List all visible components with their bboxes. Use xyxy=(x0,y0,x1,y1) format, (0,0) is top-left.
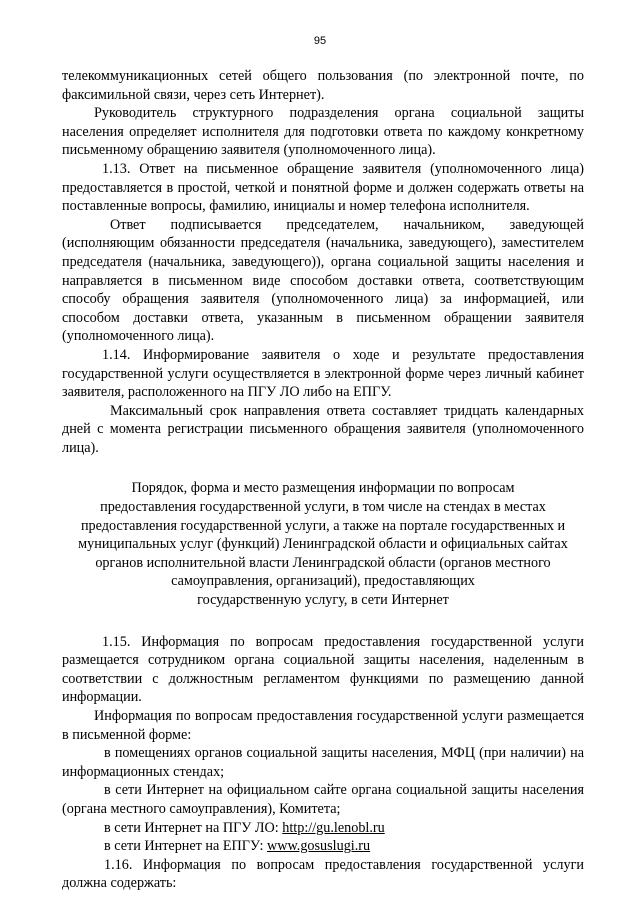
heading-line: муниципальных услуг (функций) Ленинградской области и официальных сайтах xyxy=(78,536,568,553)
pgu-prefix: в сети Интернет на ПГУ ЛО: xyxy=(104,819,283,836)
document-body xyxy=(62,67,584,893)
paragraph-telecom: телекоммуникационных сетей общего пользования (по электронной почте, по факсимильной связи, через сеть Интернет). xyxy=(62,68,584,103)
heading-line: самоуправления, организаций), предоставляющих xyxy=(171,573,475,590)
paragraph-pgu xyxy=(62,819,584,838)
pgu-link[interactable]: http://gu.lenobl.ru xyxy=(282,819,385,836)
paragraph-epgu xyxy=(62,837,584,856)
paragraph-official-site: в сети Интернет на официальном сайте органа социальной защиты населения (органа местного самоуправления), Комитета; xyxy=(62,782,584,817)
epgu-prefix: в сети Интернет на ЕПГУ: xyxy=(104,838,267,855)
paragraph-executor: Руководитель структурного подразделения органа социальной защиты населения определяет исполнителя для подготовки ответа по каждому конкретному письменному обращению заявителя (уполномоченного лица). xyxy=(62,105,584,159)
paragraph-1-15: 1.15. Информация по вопросам предоставления государственной услуги размещается сотрудником органа социальной защиты населения, наделенным в соответствии с должностным регламентом функциями по размещению данной информации. xyxy=(62,633,584,706)
paragraph-1-16: 1.16. Информация по вопросам предоставления государственной услуги должна содержать: xyxy=(62,856,584,892)
heading-line: предоставления государственной услуги, в том числе на стендах в местах xyxy=(100,499,546,516)
heading-line: государственную услугу, в сети Интернет xyxy=(197,592,449,609)
paragraph-1-14: 1.14. Информирование заявителя о ходе и результате предоставления государственной услуги осуществляется в электронной форме через личный кабинет заявителя, расположенного на ПГУ ЛО либо на ЕПГУ. xyxy=(62,346,584,401)
heading-line: органов исполнительной власти Ленинградской области (органов местного xyxy=(95,554,551,571)
heading-line: Порядок, форма и место размещения информации по вопросам xyxy=(131,480,515,497)
section-heading xyxy=(62,479,584,609)
epgu-link[interactable]: www.gosuslugi.ru xyxy=(266,838,371,855)
page-number: 95 xyxy=(313,35,327,47)
paragraph-written-form: Информация по вопросам предоставления государственной услуги размещается в письменной форме: xyxy=(62,708,584,743)
paragraph-1-13: 1.13. Ответ на письменное обращение заявителя (уполномоченного лица) предоставляется в простой, четкой и понятной форме и должен содержать ответы на поставленные вопросы, фамилию, инициалы и номер телефона исполнителя. xyxy=(62,160,584,215)
paragraph-stands: в помещениях органов социальной защиты населения, МФЦ (при наличии) на информационных стендах; xyxy=(62,745,584,780)
paragraph-max-term: Максимальный срок направления ответа составляет тридцать календарных дней с момента регистрации письменного обращения заявителя (уполномоченного лица). xyxy=(62,402,584,456)
heading-line: предоставления государственной услуги, а также на портале государственных и xyxy=(80,517,566,534)
paragraph-answer-signed: Ответ подписывается председателем, начальником, заведующей (исполняющим обязанности председателя (начальника, заведующего), заместителем председателя (начальника, заведующего)), органа социальной защиты населения и направляется в письменном виде способом доставки ответа, соответствующим способу обращения заявителя (уполномоченного лица) за информацией, или способом доставки ответа, указанным в письменном обращении заявителя (уполномоченного лица). xyxy=(62,216,584,345)
